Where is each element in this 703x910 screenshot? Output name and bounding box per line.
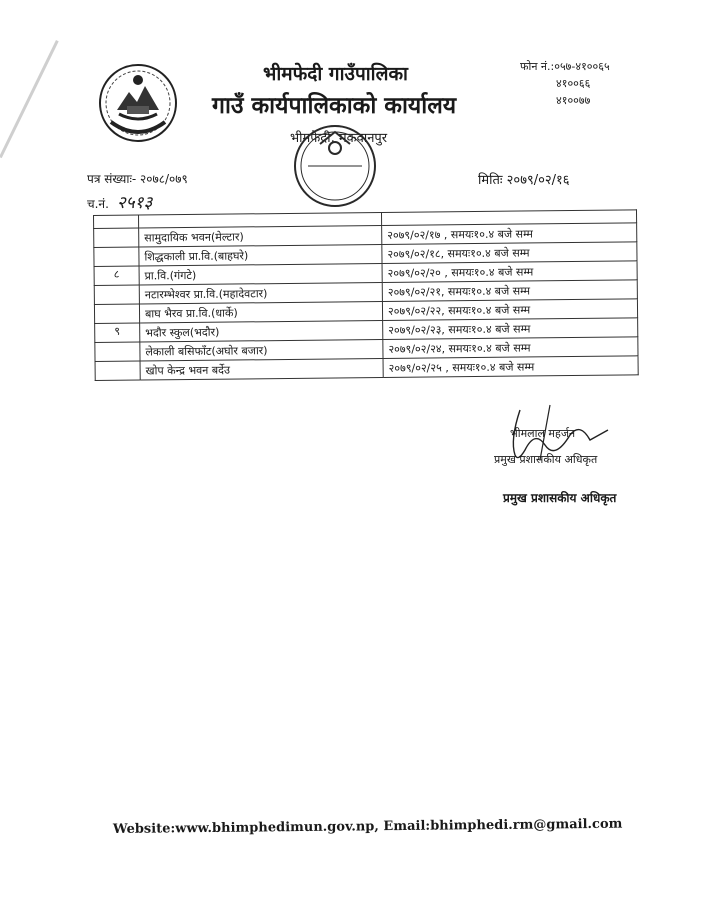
schedule-table xyxy=(93,209,639,381)
venue-cell: प्रा.वि.(गंगटे) xyxy=(139,263,382,285)
venue-cell: सामुदायिक भवन(मेल्टार) xyxy=(139,225,382,247)
dispatch-number-line xyxy=(87,190,152,213)
venue-cell: भदौर स्कुल(भदौर) xyxy=(140,320,383,342)
ward-cell xyxy=(95,342,140,361)
venue-cell: खोप केन्द्र भवन बर्देउ xyxy=(140,358,383,380)
date-time-cell: २०७९/०२/२५ , समयः१०.४ बजे सम्म xyxy=(383,356,638,378)
date-time-cell: २०७९/०२/१८, समयः१०.४ बजे सम्म xyxy=(382,242,637,264)
date-time-cell: २०७९/०२/२४, समयः१०.४ बजे सम्म xyxy=(383,337,638,359)
office-name: भीमफेदी गाउँपालिका xyxy=(263,63,408,85)
date-time-cell: २०७९/०२/२० , समयः१०.४ बजे सम्म xyxy=(382,261,637,283)
ward-cell xyxy=(94,285,139,304)
date-time-cell: २०७९/०२/२२, समयः१०.४ बजे सम्म xyxy=(382,299,637,321)
office-stamp xyxy=(290,122,380,210)
dispatch-label: च.नं. xyxy=(87,197,109,211)
scan-artifact-line xyxy=(0,40,59,158)
letter-date: मितिः २०७९/०२/१६ xyxy=(478,173,570,188)
office-address: भीमफेदी, मकवानपुर xyxy=(290,131,388,146)
ward-cell xyxy=(95,361,140,380)
nepal-emblem-icon xyxy=(97,62,179,144)
date-time-cell: २०७९/०२/२३, समयः१०.४ बजे सम्म xyxy=(383,318,638,340)
ward-cell xyxy=(94,215,139,228)
signatory-name: भीमलाल महर्जन xyxy=(510,427,576,440)
phone-line-1: फोन नं.:०५७-४१००६५ xyxy=(520,60,610,73)
signatory-title: प्रमुख प्रशासकीय अधिकृत xyxy=(503,491,617,505)
venue-cell: नटारम्भेश्वर प्रा.वि.(महादेवटार) xyxy=(139,282,382,304)
phone-line-3: ४१००७७ xyxy=(556,94,591,107)
letter-reference-number: पत्र संख्याः- २०७८/०७९ xyxy=(87,172,188,186)
dispatch-number: २५१३ xyxy=(116,193,153,213)
signatory-title-handwritten: प्रमुख प्रशासकीय अधिकृत xyxy=(494,453,598,466)
phone-line-2: ४१००६६ xyxy=(556,77,591,90)
venue-cell: बाघ भैरव प्रा.वि.(धार्के) xyxy=(139,301,382,323)
venue-cell: लेकाली बसिफाँट(अघोर बजार) xyxy=(140,339,383,361)
date-time-cell: २०७९/०२/२१, समयः१०.४ बजे सम्म xyxy=(382,280,637,302)
venue-cell: शिद्धकाली प्रा.वि.(बाहघरे) xyxy=(139,244,382,266)
ward-cell xyxy=(94,247,139,266)
ward-cell: ८ xyxy=(94,266,139,285)
ward-cell: ९ xyxy=(95,323,140,342)
office-title: गाउँ कार्यपालिकाको कार्यालय xyxy=(212,92,457,119)
date-time-cell: २०७९/०२/१७ , समयः१०.४ बजे सम्म xyxy=(382,223,637,245)
footer-contact: Website:www.bhimphedimun.gov.np, Email:bhimphedi.rm@gmail.com xyxy=(112,816,623,837)
phone-block xyxy=(520,58,610,109)
ward-cell xyxy=(94,304,139,323)
ward-cell xyxy=(94,228,139,247)
